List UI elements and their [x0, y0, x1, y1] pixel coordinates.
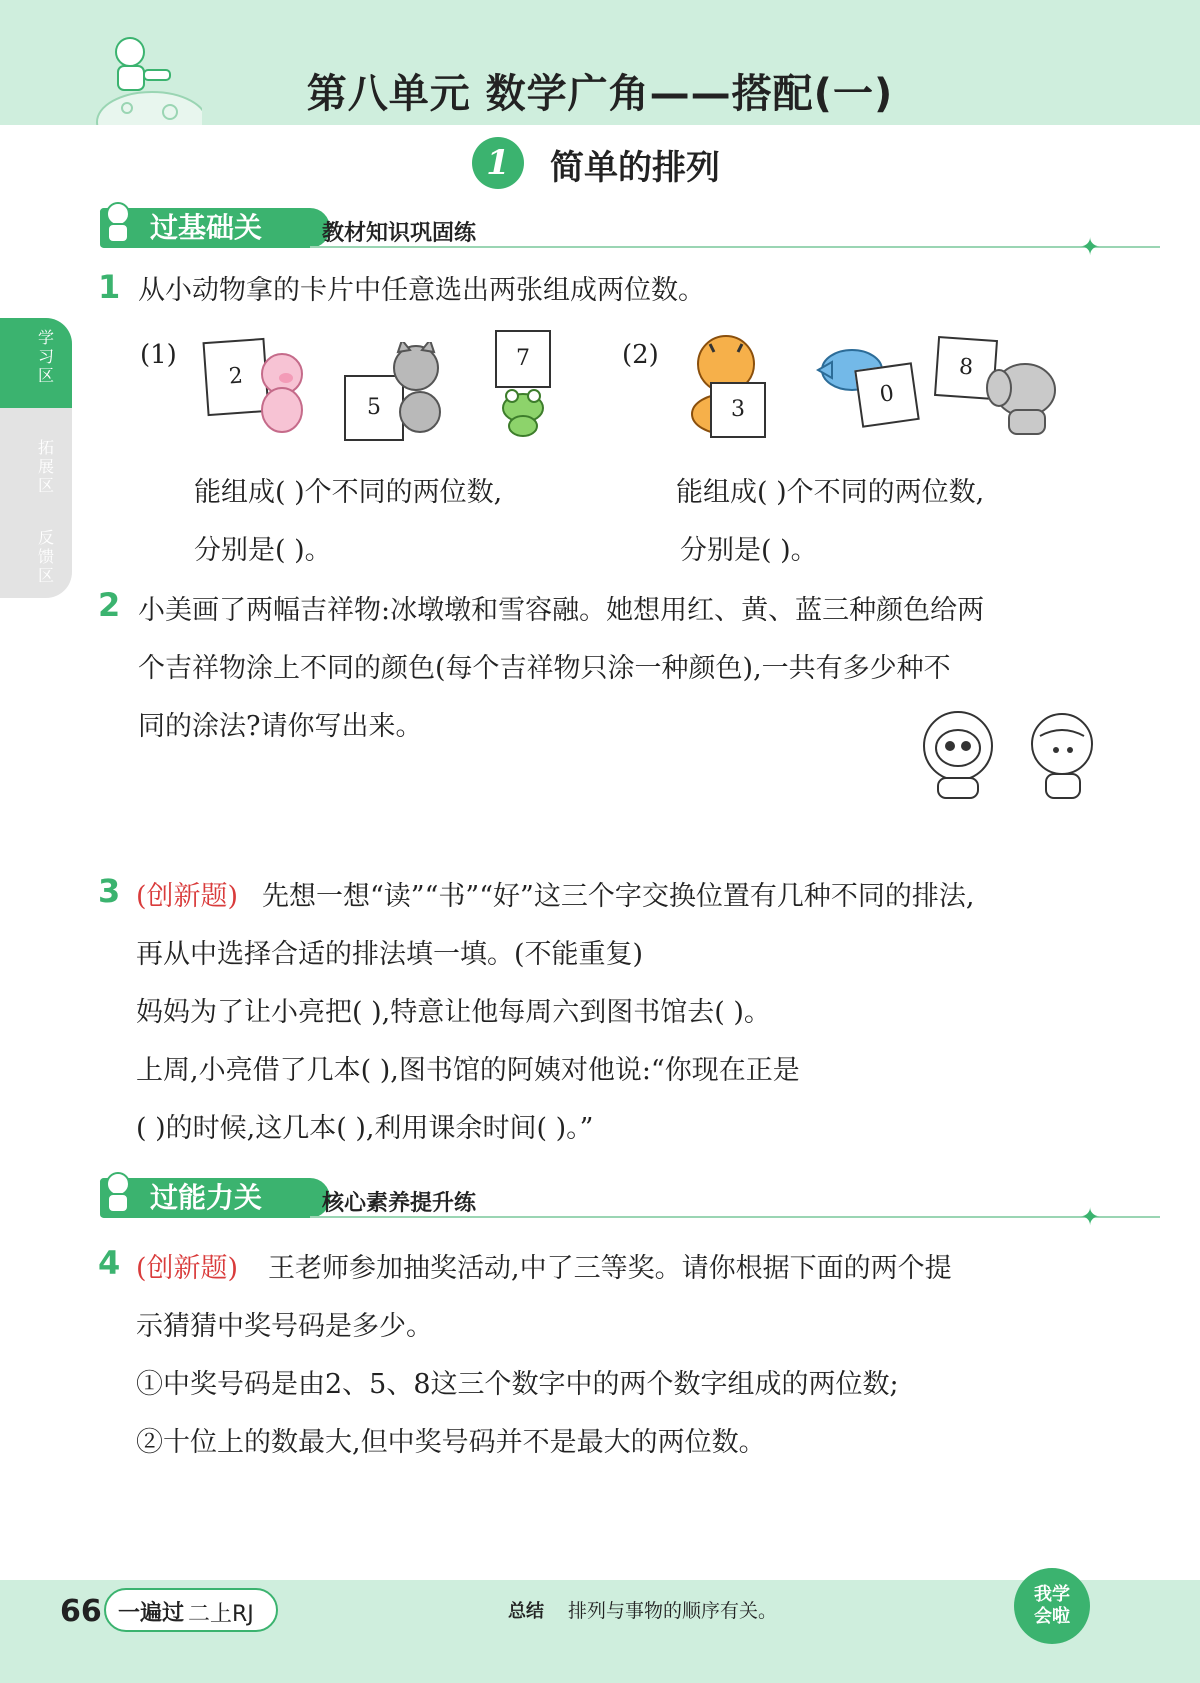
- number-card: 3: [710, 382, 766, 438]
- q2-line: 个吉祥物涂上不同的颜色(每个吉祥物只涂一种颜色),一共有多少种不: [138, 653, 951, 684]
- elephant-illustration: [985, 350, 1065, 438]
- unit-title: 第八单元 数学广角——搭配(一): [306, 71, 894, 117]
- cat-illustration: [380, 342, 452, 434]
- q4-line: 王老师参加抽奖活动,中了三等奖。请你根据下面的两个提: [268, 1253, 952, 1284]
- number-card: 5: [344, 375, 404, 441]
- q4-hint: ①中奖号码是由2、5、8这三个数字中的两个数字组成的两位数;: [136, 1369, 899, 1400]
- q1-part2-list-line: 分别是( )。: [680, 535, 818, 566]
- q1-part1-count-line: 能组成( )个不同的两位数,: [194, 477, 503, 508]
- page-number: 66: [60, 1594, 102, 1629]
- q1-text: 从小动物拿的卡片中任意选出两张组成两位数。: [138, 275, 705, 306]
- brand-name: 一遍过: [118, 1601, 185, 1626]
- star-icon: ✦: [1080, 233, 1101, 261]
- q3-line: 先想一想“读”“书”“好”这三个字交换位置有几种不同的排法,: [262, 881, 975, 912]
- q1-part2-label: (2): [622, 340, 659, 370]
- number-card: 7: [495, 330, 551, 388]
- side-tab-feedback[interactable]: 反馈区: [37, 528, 54, 585]
- side-tab-extend[interactable]: 拓展区: [37, 438, 54, 495]
- question-number: 3: [98, 872, 121, 910]
- question-number: 4: [98, 1244, 121, 1282]
- grade-label: 二上RJ: [188, 1602, 254, 1627]
- q2-line: 同的涂法?请你写出来。: [138, 711, 423, 742]
- astronaut-icon: [98, 200, 138, 246]
- lesson-number-badge: 1: [472, 137, 524, 189]
- pig-illustration: [250, 350, 312, 436]
- lesson-title: 简单的排列: [550, 148, 720, 188]
- q1-part1-list-line: 分别是( )。: [194, 535, 332, 566]
- astronaut-icon: [98, 1170, 138, 1216]
- side-tab-bar: [0, 318, 72, 598]
- number-card: 0: [854, 362, 920, 428]
- q3-line: 再从中选择合适的排法填一填。(不能重复): [136, 939, 644, 970]
- number-card: 8: [934, 336, 998, 400]
- section-divider: [310, 246, 1160, 248]
- section-divider: [310, 1216, 1160, 1218]
- summary-label: 总结: [508, 1601, 544, 1622]
- q3-line: 妈妈为了让小亮把( ),特意让他每周六到图书馆去( )。: [136, 997, 771, 1028]
- bing-dwen-dwen-illustration: [912, 706, 1004, 802]
- number-card: 2: [202, 338, 269, 416]
- question-number: 2: [98, 586, 121, 624]
- q2-line: 小美画了两幅吉祥物:冰墩墩和雪容融。她想用红、黄、蓝三种颜色给两: [138, 595, 985, 626]
- section-ability-label: 过能力关: [100, 1178, 330, 1218]
- q1-part1-label: (1): [140, 340, 177, 370]
- summary-text: 排列与事物的顺序有关。: [568, 1600, 778, 1622]
- star-icon: ✦: [1080, 1203, 1101, 1231]
- section-ability-subtitle: 核心素养提升练: [322, 1191, 477, 1216]
- frog-illustration: [498, 386, 548, 438]
- innovation-tag: (创新题): [136, 881, 239, 912]
- i-learned-badge[interactable]: [1014, 1568, 1090, 1644]
- q4-line: 示猜猜中奖号码是多少。: [136, 1311, 433, 1342]
- question-number: 1: [98, 268, 121, 306]
- shuey-rhon-rhon-illustration: [1022, 706, 1104, 802]
- q3-line: 上周,小亮借了几本( ),图书馆的阿姨对他说:“你现在正是: [136, 1055, 800, 1086]
- section-ability-banner: [60, 1178, 1200, 1231]
- q3-line: ( )的时候,这几本( ),利用课余时间( )。”: [136, 1113, 594, 1144]
- section-basic-banner: [60, 208, 1200, 261]
- side-tab-study[interactable]: 学习区: [37, 328, 54, 385]
- badge-label: 我学会啦: [1034, 1584, 1070, 1627]
- section-basic-label: 过基础关: [100, 208, 330, 248]
- q4-hint: ②十位上的数最大,但中奖号码并不是最大的两位数。: [136, 1427, 766, 1458]
- section-basic-subtitle: 教材知识巩固练: [322, 221, 477, 246]
- innovation-tag: (创新题): [136, 1253, 239, 1284]
- q1-part2-count-line: 能组成( )个不同的两位数,: [676, 477, 985, 508]
